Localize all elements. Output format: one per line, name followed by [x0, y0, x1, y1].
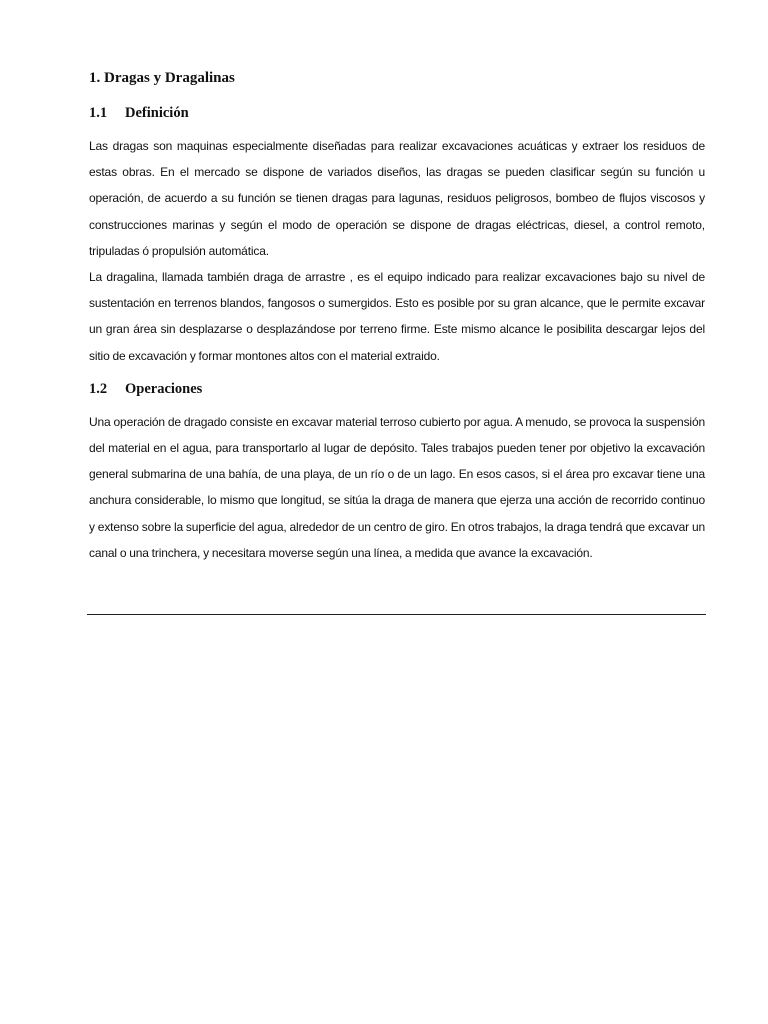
document-body — [89, 66, 705, 566]
section-number: 1.2 — [89, 380, 108, 397]
heading-dragas-y-dragalinas: 1. Dragas y Dragalinas — [89, 70, 235, 86]
section-spacer — [89, 369, 705, 377]
paragraph-definicion-dragas: Las dragas son maquinas especialmente diseñadas para realizar excavaciones acuáticas y extraer los residuos de estas obras. En el mercado se dispone de variados diseños, las dragas se pueden clasificar según su función u operación, de acuerdo a su función se tienen dragas para lagunas, residuos peligrosos, bombeo de flujos viscosos y construcciones marinas y según el modo de operación se dispone de dragas eléctricas, diesel, a control remoto, tripuladas ó propulsión automática. — [89, 139, 705, 258]
section-number: 1.1 — [89, 105, 108, 121]
section-title: Definición — [125, 105, 189, 121]
section-heading-operaciones — [89, 377, 705, 401]
section-heading-definicion — [89, 101, 705, 125]
horizontal-rule — [87, 614, 706, 615]
paragraph-operaciones: Una operación de dragado consiste en excavar material terroso cubierto por agua. A menudo, se provoca la suspensión del material en el agua, para transportarlo al lugar de depósito. Tales trabajos pueden tener por objetivo la excavación general submarina de una bahía, de una playa, de un río o de un lago. En esos casos, si el área pro excavar tiene una anchura considerable, lo mismo que longitud, se sitúa la draga de manera que ejerza una acción de recorrido continuo y extenso sobre la superficie del agua, alrededor de un centro de giro. En otros trabajos, la draga tendrá que excavar un canal o una trinchera, y necesitara moverse según una línea, a medida que avance la excavación. — [89, 414, 705, 560]
paragraph-definicion-dragalina: La dragalina, llamada también draga de arrastre , es el equipo indicado para realizar excavaciones bajo su nivel de sustentación en terrenos blandos, fangosos o sumergidos. Esto es posible por su gran alcance, que le permite excavar un gran área sin desplazarse o desplazándose por terreno firme. Este mismo alcance le posibilita descargar lejos del sitio de excavación y formar montones altos con el material extraido. — [89, 270, 705, 363]
section-title: Operaciones — [125, 380, 203, 397]
